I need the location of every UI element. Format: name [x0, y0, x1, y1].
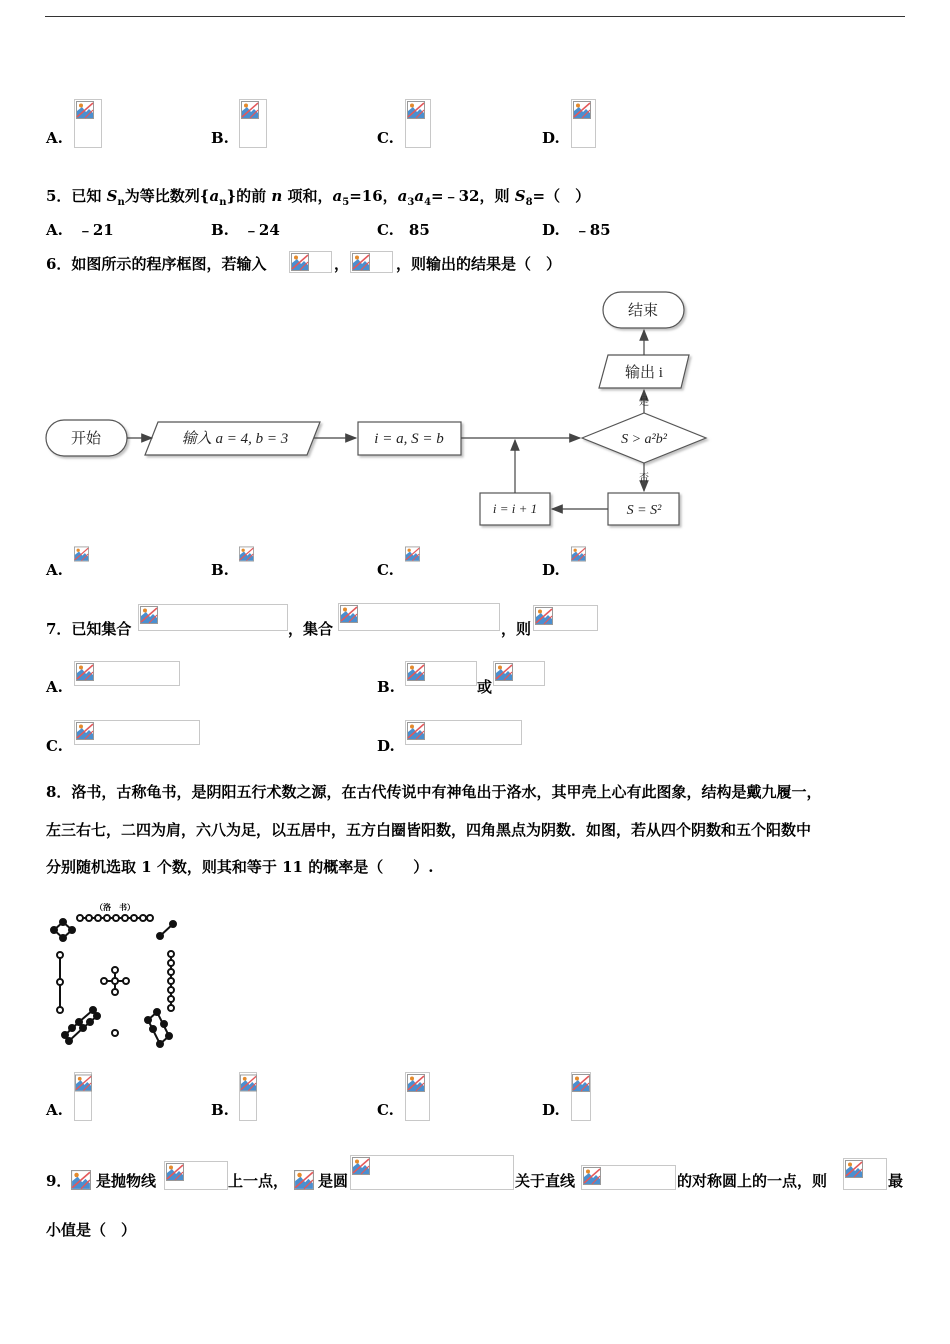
broken-image-icon: [340, 605, 358, 623]
q5-option-c: C. 85: [377, 221, 430, 239]
q9-circle-image: [350, 1155, 514, 1190]
q7-option-b-image-2: [493, 661, 545, 686]
q9-line-image: [581, 1165, 676, 1190]
broken-image-icon: [405, 545, 423, 563]
q5-option-a: A. ﹣21: [46, 221, 114, 239]
luoshu-diagram: [45, 900, 190, 1050]
q7-option-b-label: B.: [377, 678, 395, 696]
broken-image-icon: [166, 1163, 184, 1181]
luoshu-nine-yang: [77, 915, 153, 921]
broken-image-icon: [495, 663, 513, 681]
q9-point-p-image: [71, 1169, 93, 1191]
broken-image-icon: [572, 1074, 590, 1092]
flow-incr-label: i = i + 1: [492, 501, 538, 516]
broken-image-icon: [535, 607, 553, 625]
q8-option-d-image: [571, 1072, 591, 1121]
flow-yes-label: 是: [639, 397, 649, 408]
q6-flowchart: [0, 0, 950, 540]
broken-image-icon: [407, 722, 425, 740]
broken-image-icon: [74, 545, 92, 563]
broken-image-icon: [571, 545, 589, 563]
q7-set-a-image: [138, 604, 288, 631]
q9-text-symmetric: 的对称圆上的一点，则: [677, 1172, 828, 1190]
q6-option-d-label: D.: [542, 561, 560, 579]
q7-option-d-label: D.: [377, 737, 395, 755]
flow-assign-label: i = a, S = b: [374, 431, 444, 447]
luoshu-title: （洛 书）: [95, 902, 135, 912]
q8-option-b-image: [239, 1072, 257, 1121]
broken-image-icon: [239, 545, 257, 563]
luoshu-eight-yin: [62, 1007, 100, 1044]
luoshu-two-yin: [157, 921, 176, 939]
q4-option-a-label: A.: [46, 129, 63, 147]
flow-cond-label: S > a²b²: [621, 432, 667, 447]
broken-image-icon: [407, 663, 425, 681]
broken-image-icon: [140, 606, 158, 624]
q4-option-d-label: D.: [542, 129, 560, 147]
q7-stem-b: ，集合: [288, 620, 334, 638]
q5-option-b: B. ﹣24: [211, 221, 280, 239]
broken-image-icon: [240, 1074, 258, 1092]
q6-stem-a: 6．如图所示的程序框图，若输入: [46, 255, 267, 273]
q7-set-b-image: [338, 603, 500, 631]
q6-stem-b: ，: [334, 255, 350, 273]
broken-image-icon: [294, 1170, 312, 1188]
q7-stem-a: 7．已知集合: [46, 620, 132, 638]
flow-start-label: 开始: [70, 431, 102, 447]
q4-option-c-label: C.: [377, 129, 394, 147]
q6-option-a-label: A.: [46, 561, 63, 579]
q8-option-b-label: B.: [211, 1101, 229, 1119]
flow-end-label: 结束: [627, 303, 659, 319]
q5-stem: 5．已知 $S_n$为等比数列$\{a_n\}$的前 n 项和，$a_5=16$，$a_3a_4=﹣32$，则 $S_8=$（ ）: [46, 187, 591, 208]
broken-image-icon: [75, 1074, 93, 1092]
q7-option-a-label: A.: [46, 678, 63, 696]
q7-result-image: [533, 605, 598, 631]
broken-image-icon: [352, 1157, 370, 1175]
luoshu-seven-yang: [168, 951, 174, 1011]
q9-text-point: 上一点，: [228, 1172, 289, 1190]
q7-option-c-label: C.: [46, 737, 63, 755]
q7-stem-c: ，则: [501, 620, 532, 638]
q8-line-2: 左三右七，二四为肩，六八为足，以五居中，五方白圈皆阳数，四角黑点为阴数．如图，若从四个阴数和五个阳数中: [46, 821, 812, 839]
q9-text-most: 最: [888, 1172, 904, 1190]
luoshu-four-yin: [51, 919, 75, 941]
broken-image-icon: [583, 1167, 601, 1185]
flow-input-label: 输入 a = 4, b = 3: [181, 431, 289, 447]
q6-option-a-image: [74, 545, 89, 565]
q9-text-parabola: 是抛物线: [96, 1172, 157, 1190]
broken-image-icon: [76, 722, 94, 740]
flow-output-label: 输出 i: [625, 365, 663, 381]
q6-option-c-image: [405, 545, 420, 565]
q7-option-c-image: [74, 720, 200, 745]
q6-option-b-image: [239, 545, 254, 565]
broken-image-icon: [76, 663, 94, 681]
q8-option-a-label: A.: [46, 1101, 63, 1119]
q9-text-line: 关于直线: [515, 1172, 576, 1190]
flow-no-label: 否: [639, 473, 649, 484]
q8-option-a-image: [74, 1072, 92, 1121]
q9-number: 9．: [46, 1172, 72, 1190]
q7-option-a-image: [74, 661, 180, 686]
broken-image-icon: [407, 1074, 425, 1092]
broken-image-icon: [845, 1160, 863, 1178]
q7-option-b-image-1: [405, 661, 477, 686]
flow-square-label: S = S²: [626, 503, 662, 518]
q6-option-d-image: [571, 545, 586, 565]
luoshu-six-yin: [145, 1009, 172, 1047]
q8-line-1: 8．洛书，古称龟书，是阴阳五行术数之源，在古代传说中有神龟出于洛水，其甲壳上心有此图象，结构是戴九履一，: [46, 783, 822, 801]
broken-image-icon: [71, 1170, 89, 1188]
luoshu-one-yang: [112, 1030, 118, 1036]
q9-line-2: 小值是（ ）: [46, 1221, 137, 1239]
q8-option-c-label: C.: [377, 1101, 394, 1119]
q4-option-b-label: B.: [211, 129, 229, 147]
q8-option-c-image: [405, 1072, 430, 1121]
q9-expression-image: [843, 1158, 887, 1190]
q9-parabola-image: [164, 1161, 228, 1190]
q6-stem-c: ，则输出的结果是（ ）: [396, 255, 562, 273]
q6-option-c-label: C.: [377, 561, 394, 579]
q5-option-d: D. ﹣85: [542, 221, 611, 239]
q9-text-circle: 是圆: [318, 1172, 349, 1190]
luoshu-three-yang: [57, 952, 63, 1013]
q8-option-d-label: D.: [542, 1101, 560, 1119]
q7-option-d-image: [405, 720, 522, 745]
q8-line-3: 分别随机选取 1 个数，则其和等于 11 的概率是（ ）.: [46, 858, 434, 876]
luoshu-five-yang: [101, 967, 129, 995]
q7-option-b-or: 或: [477, 678, 493, 696]
q6-option-b-label: B.: [211, 561, 229, 579]
q9-point-q-image: [294, 1169, 316, 1191]
